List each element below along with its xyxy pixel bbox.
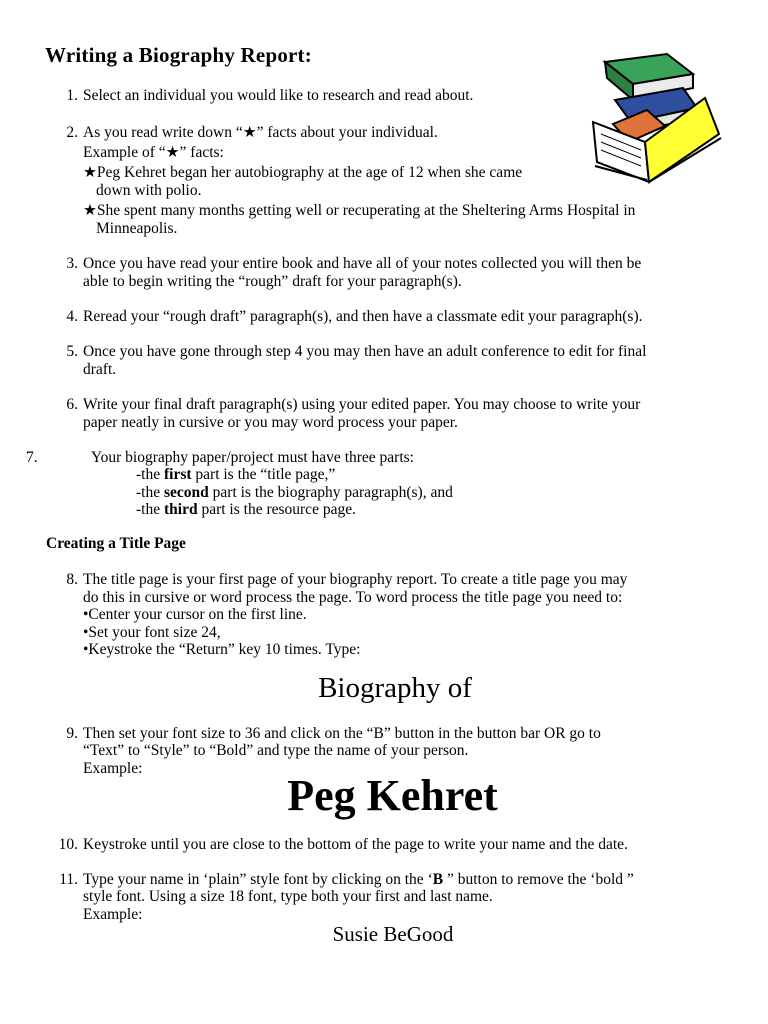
item-text: Your biography paper/project must have three parts:: [91, 449, 414, 466]
item-text: •Keystroke the “Return” key 10 times. Type:: [83, 641, 361, 658]
example-name-plain: Susie BeGood: [332, 922, 454, 946]
item-text: Select an individual you would like to research and read about.: [83, 87, 474, 104]
item-number: 7.: [26, 449, 38, 466]
item-text: Once you have read your entire book and have all of your notes collected you will then be: [83, 255, 642, 272]
item-text: •Center your cursor on the first line.: [83, 606, 307, 623]
item-text: style font. Using a size 18 font, type both your first and last name.: [83, 888, 493, 905]
item-text: The title page is your first page of your biography report. To create a title page you may: [83, 571, 628, 588]
item-number: 4.: [66, 308, 78, 325]
item-number: 6.: [66, 396, 78, 413]
fact-bullet: ★She spent many months getting well or recuperating at the Sheltering Arms Hospital in: [83, 202, 636, 219]
section-heading: Creating a Title Page: [46, 535, 186, 552]
item-text: Reread your “rough draft” paragraph(s), and then have a classmate edit your paragraph(s).: [83, 308, 643, 325]
item-text: Example of “★” facts:: [83, 144, 224, 161]
item-number: 2.: [66, 124, 78, 141]
item-number: 1.: [66, 87, 78, 104]
item-text: Example:: [83, 906, 143, 923]
item-number: 10.: [58, 836, 78, 853]
item-text: “Text” to “Style” to “Bold” and type the name of your person.: [83, 742, 469, 759]
item-text: Write your final draft paragraph(s) using your edited paper. You may choose to write your: [83, 396, 641, 413]
item-text: Then set your font size to 36 and click on the “B” button in the button bar OR go to: [83, 725, 601, 742]
part-line: -the second part is the biography paragraph(s), and: [136, 484, 453, 501]
item-text: Keystroke until you are close to the bottom of the page to write your name and the date.: [83, 836, 628, 853]
part-line: -the first part is the “title page,”: [136, 466, 336, 483]
example-biography-of: Biography of: [318, 672, 472, 704]
fact-bullet: ★Peg Kehret began her autobiography at the age of 12 when she came: [83, 164, 523, 181]
item-text: Example:: [83, 760, 143, 777]
item-text: do this in cursive or word process the page. To word process the title page you need to:: [83, 589, 623, 606]
item-number: 3.: [66, 255, 78, 272]
item-text: •Set your font size 24,: [83, 624, 221, 641]
item-text: able to begin writing the “rough” draft for your paragraph(s).: [83, 273, 462, 290]
item-text: draft.: [83, 361, 117, 378]
item-text: Once you have gone through step 4 you may then have an adult conference to edit for final: [83, 343, 647, 360]
books-icon: [585, 50, 725, 185]
page-title: Writing a Biography Report:: [45, 43, 312, 67]
item-text: Type your name in ‘plain” style font by clicking on the ‘B ” button to remove the ‘bold ”: [83, 871, 634, 888]
item-text: paper neatly in cursive or you may word process your paper.: [83, 414, 458, 431]
fact-bullet-continued: Minneapolis.: [96, 220, 178, 237]
fact-bullet-continued: down with polio.: [96, 182, 202, 199]
item-number: 5.: [66, 343, 78, 360]
part-line: -the third part is the resource page.: [136, 501, 356, 518]
item-number: 8.: [66, 571, 78, 588]
item-text: As you read write down “★” facts about your individual.: [83, 124, 438, 141]
item-number: 9.: [66, 725, 78, 742]
item-number: 11.: [59, 871, 78, 888]
example-name-bold: Peg Kehret: [287, 771, 498, 820]
